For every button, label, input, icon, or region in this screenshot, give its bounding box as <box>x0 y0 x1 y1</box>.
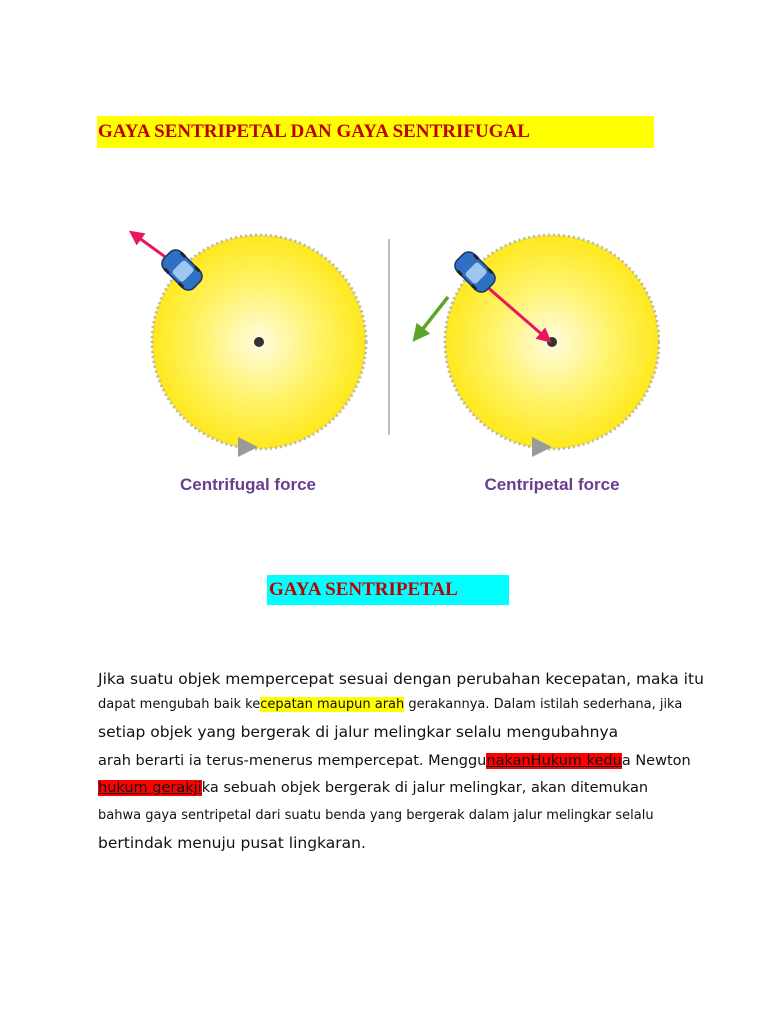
paragraph-line-3: setiap objek yang bergerak di jalur melingkar selalu mengubahnya <box>98 723 619 741</box>
velocity-arrow <box>418 297 448 335</box>
centripetal-centrifugal-figure <box>120 215 660 505</box>
left-center-dot <box>254 337 264 347</box>
paragraph-line-5: hukum gerakjika sebuah objek bergerak di jalur melingkar, akan ditemukan <box>98 780 649 796</box>
left-circle-diagram <box>135 235 366 457</box>
link-hukum-kedua[interactable]: nakanHukum kedu <box>486 753 622 769</box>
paragraph-line-4: arah berarti ia terus-menerus mempercepat. MenggunakanHukum kedua Newton <box>98 753 691 769</box>
main-title: GAYA SENTRIPETAL DAN GAYA SENTRIFUGAL <box>97 116 654 148</box>
right-circle-diagram <box>418 235 659 457</box>
right-center-dot <box>547 337 557 347</box>
section-title: GAYA SENTRIPETAL <box>267 575 509 605</box>
highlight-kecepatan: cepatan maupun arah <box>260 697 405 712</box>
link-hukum-gerak[interactable]: hukum gerakji <box>98 780 202 796</box>
paragraph-line-1: Jika suatu objek mempercepat sesuai dengan perubahan kecepatan, maka itu <box>98 670 704 688</box>
centrifugal-caption: Centrifugal force <box>179 475 317 494</box>
centripetal-caption: Centripetal force <box>484 475 620 494</box>
paragraph-line-7: bertindak menuju pusat lingkaran. <box>98 834 366 852</box>
paragraph-line-6: bahwa gaya sentripetal dari suatu benda yang bergerak dalam jalur melingkar selalu <box>98 808 654 823</box>
paragraph-line-2: dapat mengubah baik kecepatan maupun arah gerakannya. Dalam istilah sederhana, jika <box>98 697 683 712</box>
